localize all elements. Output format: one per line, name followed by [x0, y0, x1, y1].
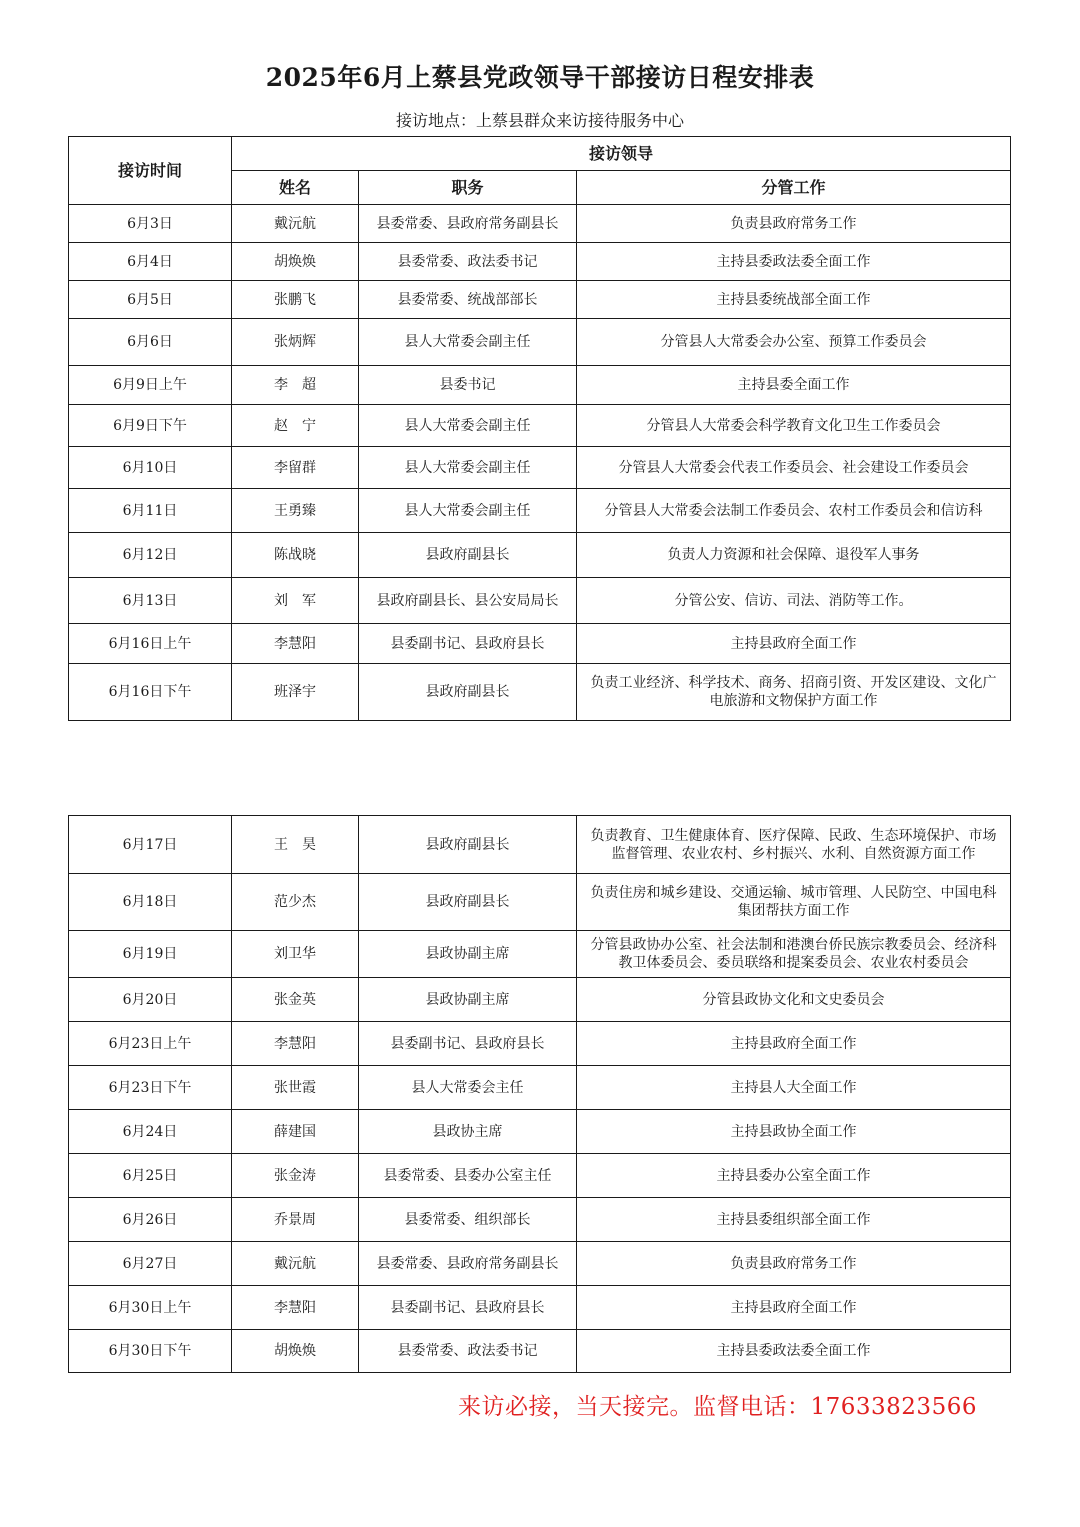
- cell-name: 张鹏飞: [232, 281, 359, 319]
- cell-position: 县委常委、县委办公室主任: [359, 1154, 577, 1198]
- table-row: [69, 1330, 1011, 1373]
- cell-duty: 分管县人大常委会办公室、预算工作委员会: [577, 319, 1011, 366]
- table-row: [69, 405, 1011, 447]
- cell-duty: 负责人力资源和社会保障、退役军人事务: [577, 533, 1011, 578]
- cell-duty: 负责县政府常务工作: [577, 205, 1011, 243]
- table-2-body: [69, 816, 1011, 1373]
- cell-name: 王勇臻: [232, 489, 359, 533]
- cell-duty: 主持县委政法委全面工作: [577, 243, 1011, 281]
- cell-date: 6月27日: [69, 1242, 232, 1286]
- cell-date: 6月10日: [69, 447, 232, 489]
- cell-position: 县委副书记、县政府县长: [359, 1022, 577, 1066]
- table-row: [69, 281, 1011, 319]
- cell-duty: 负责县政府常务工作: [577, 1242, 1011, 1286]
- cell-position: 县委常委、统战部部长: [359, 281, 577, 319]
- header-duty: 分管工作: [577, 171, 1011, 205]
- cell-date: 6月16日下午: [69, 664, 232, 721]
- cell-name: 赵 宁: [232, 405, 359, 447]
- table-row: [69, 447, 1011, 489]
- cell-name: 戴沅航: [232, 205, 359, 243]
- cell-name: 张炳辉: [232, 319, 359, 366]
- table-row: [69, 978, 1011, 1022]
- cell-date: 6月13日: [69, 578, 232, 624]
- table-row: [69, 533, 1011, 578]
- cell-name: 李慧阳: [232, 1022, 359, 1066]
- cell-duty: 分管县人大常委会法制工作委员会、农村工作委员会和信访科: [577, 489, 1011, 533]
- cell-date: 6月9日下午: [69, 405, 232, 447]
- cell-position: 县委常委、县政府常务副县长: [359, 205, 577, 243]
- table-row: [69, 1286, 1011, 1330]
- table-row: [69, 816, 1011, 874]
- cell-date: 6月9日上午: [69, 366, 232, 405]
- cell-position: 县政府副县长: [359, 874, 577, 931]
- schedule-table-2: [68, 815, 1011, 1373]
- table-row: [69, 489, 1011, 533]
- table-row: [69, 366, 1011, 405]
- cell-name: 薛建国: [232, 1110, 359, 1154]
- cell-date: 6月20日: [69, 978, 232, 1022]
- cell-name: 张世霞: [232, 1066, 359, 1110]
- cell-position: 县委常委、政法委书记: [359, 1330, 577, 1373]
- cell-duty: 分管县政协文化和文史委员会: [577, 978, 1011, 1022]
- cell-name: 乔景周: [232, 1198, 359, 1242]
- cell-date: 6月26日: [69, 1198, 232, 1242]
- table-row: [69, 243, 1011, 281]
- cell-duty: 主持县政府全面工作: [577, 1022, 1011, 1066]
- cell-name: 李 超: [232, 366, 359, 405]
- cell-duty: 负责住房和城乡建设、交通运输、城市管理、人民防空、中国电科集团帮扶方面工作: [577, 874, 1011, 931]
- page-subtitle: 接访地点：上蔡县群众来访接待服务中心: [395, 111, 684, 130]
- cell-duty: 主持县政府全面工作: [577, 1286, 1011, 1330]
- table-row: [69, 1198, 1011, 1242]
- header-leaders: 接访领导: [232, 137, 1011, 171]
- cell-position: 县政协副主席: [359, 931, 577, 978]
- cell-name: 胡焕焕: [232, 1330, 359, 1373]
- table-row: [69, 1022, 1011, 1066]
- cell-date: 6月23日上午: [69, 1022, 232, 1066]
- cell-name: 张金英: [232, 978, 359, 1022]
- table-row: [69, 1154, 1011, 1198]
- cell-duty: 主持县人大全面工作: [577, 1066, 1011, 1110]
- cell-date: 6月25日: [69, 1154, 232, 1198]
- cell-duty: 主持县委办公室全面工作: [577, 1154, 1011, 1198]
- cell-date: 6月23日下午: [69, 1066, 232, 1110]
- cell-name: 刘卫华: [232, 931, 359, 978]
- cell-date: 6月18日: [69, 874, 232, 931]
- table-row: [69, 931, 1011, 978]
- table-row: [69, 1110, 1011, 1154]
- table-row: [69, 874, 1011, 931]
- cell-date: 6月3日: [69, 205, 232, 243]
- cell-name: 范少杰: [232, 874, 359, 931]
- cell-name: 戴沅航: [232, 1242, 359, 1286]
- cell-position: 县委常委、组织部长: [359, 1198, 577, 1242]
- cell-name: 李慧阳: [232, 624, 359, 664]
- page-title: 2025年6月上蔡县党政领导干部接访日程安排表: [265, 63, 815, 92]
- cell-date: 6月16日上午: [69, 624, 232, 664]
- cell-name: 李慧阳: [232, 1286, 359, 1330]
- cell-duty: 主持县委政法委全面工作: [577, 1330, 1011, 1373]
- cell-position: 县政协主席: [359, 1110, 577, 1154]
- cell-duty: 负责工业经济、科学技术、商务、招商引资、开发区建设、文化广电旅游和文物保护方面工作: [577, 664, 1011, 721]
- cell-date: 6月12日: [69, 533, 232, 578]
- cell-position: 县人大常委会主任: [359, 1066, 577, 1110]
- cell-position: 县人大常委会副主任: [359, 319, 577, 366]
- cell-duty: 主持县政协全面工作: [577, 1110, 1011, 1154]
- cell-duty: 主持县政府全面工作: [577, 624, 1011, 664]
- cell-date: 6月5日: [69, 281, 232, 319]
- cell-position: 县政府副县长: [359, 816, 577, 874]
- table-row: [69, 664, 1011, 721]
- cell-position: 县人大常委会副主任: [359, 405, 577, 447]
- cell-position: 县委副书记、县政府县长: [359, 1286, 577, 1330]
- cell-duty: 分管县政协办公室、社会法制和港澳台侨民族宗教委员会、经济科教卫体委员会、委员联络和提案委员会、农业农村委员会: [577, 931, 1011, 978]
- header-time: 接访时间: [69, 137, 232, 205]
- cell-date: 6月19日: [69, 931, 232, 978]
- cell-name: 刘 军: [232, 578, 359, 624]
- cell-name: 班泽宇: [232, 664, 359, 721]
- cell-duty: 主持县委全面工作: [577, 366, 1011, 405]
- cell-duty: 主持县委统战部全面工作: [577, 281, 1011, 319]
- cell-date: 6月24日: [69, 1110, 232, 1154]
- cell-position: 县委常委、政法委书记: [359, 243, 577, 281]
- cell-duty: 分管县人大常委会科学教育文化卫生工作委员会: [577, 405, 1011, 447]
- cell-duty: 分管公安、信访、司法、消防等工作。: [577, 578, 1011, 624]
- cell-name: 李留群: [232, 447, 359, 489]
- cell-position: 县政协副主席: [359, 978, 577, 1022]
- table-row: [69, 319, 1011, 366]
- cell-date: 6月30日上午: [69, 1286, 232, 1330]
- cell-position: 县人大常委会副主任: [359, 447, 577, 489]
- cell-date: 6月17日: [69, 816, 232, 874]
- cell-duty: 负责教育、卫生健康体育、医疗保障、民政、生态环境保护、市场监督管理、农业农村、乡村振兴、水利、自然资源方面工作: [577, 816, 1011, 874]
- cell-position: 县人大常委会副主任: [359, 489, 577, 533]
- table-row: [69, 1242, 1011, 1286]
- cell-position: 县政府副县长: [359, 664, 577, 721]
- cell-name: 陈战晓: [232, 533, 359, 578]
- cell-duty: 主持县委组织部全面工作: [577, 1198, 1011, 1242]
- cell-date: 6月11日: [69, 489, 232, 533]
- cell-position: 县委书记: [359, 366, 577, 405]
- cell-duty: 分管县人大常委会代表工作委员会、社会建设工作委员会: [577, 447, 1011, 489]
- cell-position: 县政府副县长: [359, 533, 577, 578]
- table-row: [69, 624, 1011, 664]
- schedule-table-1: [68, 136, 1011, 721]
- cell-name: 胡焕焕: [232, 243, 359, 281]
- header-name: 姓名: [232, 171, 359, 205]
- table-1-body: [69, 205, 1011, 721]
- cell-date: 6月30日下午: [69, 1330, 232, 1373]
- table-row: [69, 578, 1011, 624]
- cell-date: 6月4日: [69, 243, 232, 281]
- header-position: 职务: [359, 171, 577, 205]
- cell-name: 张金涛: [232, 1154, 359, 1198]
- table-row: [69, 1066, 1011, 1110]
- cell-position: 县政府副县长、县公安局局长: [359, 578, 577, 624]
- cell-name: 王 昊: [232, 816, 359, 874]
- supervision-hotline-note: 来访必接，当天接完。监督电话：17633823566: [458, 1394, 977, 1420]
- cell-date: 6月6日: [69, 319, 232, 366]
- table-row: [69, 205, 1011, 243]
- cell-position: 县委常委、县政府常务副县长: [359, 1242, 577, 1286]
- cell-position: 县委副书记、县政府县长: [359, 624, 577, 664]
